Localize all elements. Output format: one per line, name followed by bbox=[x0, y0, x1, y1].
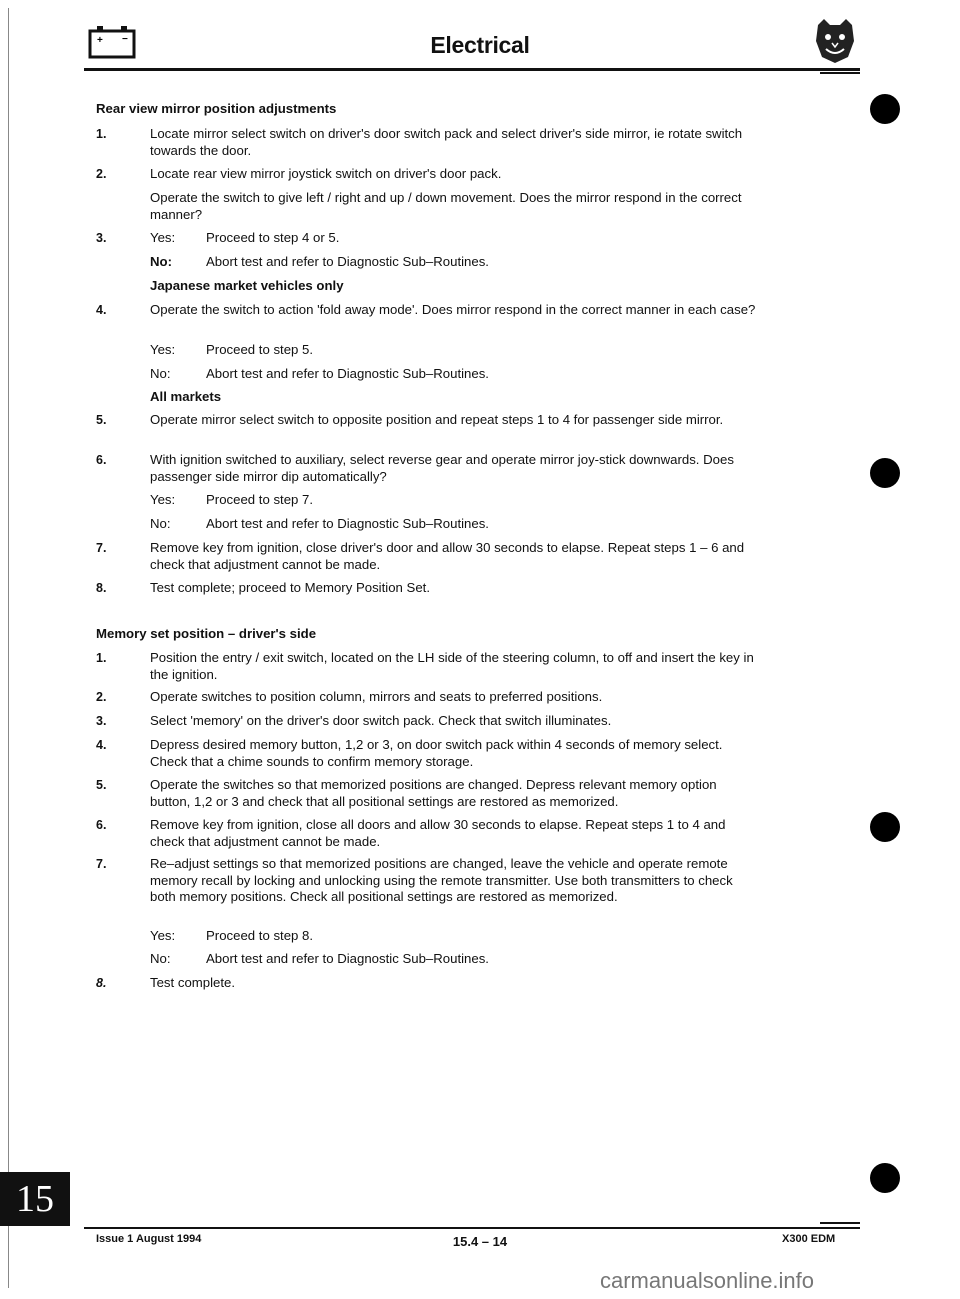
no-text: Abort test and refer to Diagnostic Sub–Routines. bbox=[206, 254, 489, 269]
step-number: 5. bbox=[96, 778, 107, 792]
step-text: Select 'memory' on the driver's door switch pack. Check that switch illuminates. bbox=[150, 713, 612, 728]
step-number: 6. bbox=[96, 818, 107, 832]
binding-hole-dot bbox=[870, 1163, 900, 1193]
yes-line bbox=[150, 230, 756, 247]
yes-label: Yes: bbox=[150, 492, 176, 507]
no-line bbox=[150, 366, 756, 383]
no-label: No: bbox=[150, 951, 171, 966]
jaguar-emblem-icon bbox=[812, 17, 858, 65]
step-text: Depress desired memory button, 1,2 or 3, on door switch pack within 4 seconds of memory select. Check that a chime sounds to confirm memory storage. bbox=[150, 737, 723, 769]
no-label: No: bbox=[150, 516, 171, 531]
step-number: 7. bbox=[96, 857, 107, 871]
step-text: Re–adjust settings so that memorized positions are changed, leave the vehicle and operate remote memory recall by locking and unlocking using the remote transmitter. Use both transmitters to check both memory positions. Check all positional settings are restored as memorized. bbox=[150, 856, 733, 904]
yes-text: Proceed to step 7. bbox=[206, 492, 314, 507]
step-number: 4. bbox=[96, 303, 107, 317]
yes-text: Proceed to step 5. bbox=[206, 342, 314, 357]
section-title-memory-set: Memory set position – driver's side bbox=[96, 626, 317, 641]
yes-label: Yes: bbox=[150, 230, 176, 245]
page-title: Electrical bbox=[430, 32, 530, 58]
section-title-mirror-adjustments: Rear view mirror position adjustments bbox=[96, 101, 337, 116]
yes-label: Yes: bbox=[150, 928, 176, 943]
no-line bbox=[150, 951, 756, 968]
step-number: 1. bbox=[96, 127, 107, 141]
no-line bbox=[150, 516, 756, 533]
step-number: 2. bbox=[96, 690, 107, 704]
step-text: Operate switches to position column, mirrors and seats to preferred positions. bbox=[150, 689, 603, 704]
binding-hole-dot bbox=[870, 812, 900, 842]
no-line bbox=[150, 254, 756, 271]
step-number: 5. bbox=[96, 413, 107, 427]
no-label: No: bbox=[150, 254, 172, 269]
step-text: Remove key from ignition, close all doors and allow 30 seconds to elapse. Repeat steps 1 to 4 and check that adjustment cannot be made. bbox=[150, 817, 726, 849]
step-text: Position the entry / exit switch, located on the LH side of the steering column, to off and insert the key in the ignition. bbox=[150, 650, 754, 682]
step-text: Operate the switches so that memorized positions are changed. Depress relevant memory option button, 1,2 or 3 and check that all positional settings are restored as memorized. bbox=[150, 777, 717, 809]
step-number: 1. bbox=[96, 651, 107, 665]
no-text: Abort test and refer to Diagnostic Sub–Routines. bbox=[206, 516, 489, 531]
step-text: With ignition switched to auxiliary, select reverse gear and operate mirror joy-stick downwards. Does passenger side mirror dip automatically? bbox=[150, 452, 734, 484]
binding-hole-dot bbox=[870, 94, 900, 124]
footer-rule-accent bbox=[820, 1222, 860, 1224]
footer-issue: Issue 1 August 1994 bbox=[96, 1233, 202, 1245]
footer-doc-id: X300 EDM bbox=[782, 1233, 836, 1245]
subheading-text: Japanese market vehicles only bbox=[150, 278, 344, 293]
step-text: Locate mirror select switch on driver's door switch pack and select driver's side mirror, ie rotate switch towards the door. bbox=[150, 126, 743, 158]
footer-rule bbox=[84, 1227, 860, 1229]
step-number: 4. bbox=[96, 738, 107, 752]
step-text: Operate mirror select switch to opposite position and repeat steps 1 to 4 for passenger side mirror. bbox=[150, 412, 724, 427]
watermark: carmanualsonline.info bbox=[600, 1268, 815, 1293]
step-number: 3. bbox=[96, 714, 107, 728]
yes-label: Yes: bbox=[150, 342, 176, 357]
step-text: Operate the switch to give left / right and up / down movement. Does the mirror respond in the correct manner? bbox=[150, 190, 742, 222]
subheading-text: All markets bbox=[150, 389, 222, 404]
step-number: 8. bbox=[96, 581, 107, 595]
step-text: Locate rear view mirror joystick switch on driver's door pack. bbox=[150, 166, 502, 181]
step-text: Test complete. bbox=[150, 975, 236, 990]
page-edge-line bbox=[8, 8, 9, 1288]
step-number: 3. bbox=[96, 231, 107, 245]
no-text: Abort test and refer to Diagnostic Sub–Routines. bbox=[206, 951, 489, 966]
step-number: 8. bbox=[96, 976, 107, 990]
no-label: No: bbox=[150, 366, 171, 381]
svg-text:−: − bbox=[122, 34, 128, 45]
step-text: Remove key from ignition, close driver's door and allow 30 seconds to elapse. Repeat steps 1 – 6 and check that adjustment cannot be made. bbox=[150, 540, 745, 572]
header-rule bbox=[84, 68, 860, 71]
yes-line bbox=[150, 342, 756, 359]
yes-line bbox=[150, 928, 756, 945]
step-number: 6. bbox=[96, 453, 107, 467]
step-number: 2. bbox=[96, 167, 107, 181]
step-text: Test complete; proceed to Memory Position Set. bbox=[150, 580, 430, 595]
yes-line bbox=[150, 492, 756, 509]
no-text: Abort test and refer to Diagnostic Sub–Routines. bbox=[206, 366, 489, 381]
yes-text: Proceed to step 4 or 5. bbox=[206, 230, 340, 245]
binding-hole-dot bbox=[870, 458, 900, 488]
section-tab: 15 bbox=[0, 1172, 70, 1226]
header-rule-accent bbox=[820, 72, 860, 74]
yes-text: Proceed to step 8. bbox=[206, 928, 314, 943]
step-number: 7. bbox=[96, 541, 107, 555]
svg-text:+: + bbox=[97, 35, 103, 46]
step-text: Operate the switch to action 'fold away mode'. Does mirror respond in the correct manner in each case? bbox=[150, 302, 756, 317]
page-number: 15.4 – 14 bbox=[452, 1234, 508, 1249]
